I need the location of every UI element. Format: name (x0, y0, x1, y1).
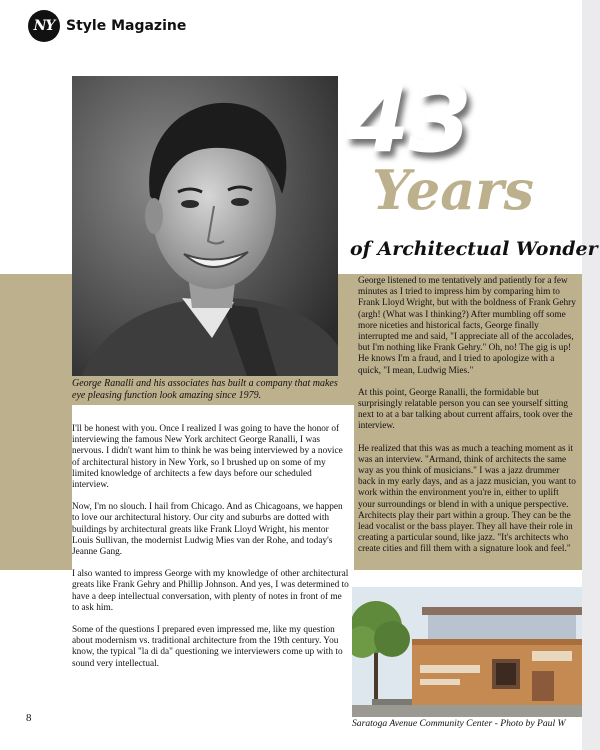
portrait-illustration (72, 76, 338, 376)
photo-caption: George Ranalli and his associates has built a company that makes eye pleasing function look amazing since 1979. (72, 378, 338, 401)
paragraph: Some of the questions I prepared even impressed me, like my question about modernism vs. traditional architecture from the 19th century. You know, the typical "la di da" questioning we interviewers come up with to sound very intellectual. (72, 625, 343, 669)
paragraph: George listened to me tentatively and patiently for a few minutes as I tried to impress him by comparing him to Frank Lloyd Wright, but with the boldness of Frank Gehry (argh! (What was I thinking?) After mumbling off some more niceties and historical facts, George finally interrupted me and said, "I appreciate all of the accolades, but I'm nothing like Frank Gehry." Oh, no! The gig is up! He knows I'm a fraud, and I tried to apologize with a quick, "I mean, Ludwig Mies." (358, 276, 576, 376)
paragraph: Now, I'm no slouch. I hail from Chicago. And as Chicagoans, we happen to love our architectural history. Our city and suburbs are dotted with buildings by architectural greats like Frank Lloyd Wright, his mentor Louis Sullivan, the modernist Ludwig Mies van der Rohe, and today's Jeanne Gang. (72, 502, 343, 558)
portrait-photo (72, 76, 338, 376)
headline-subtitle: of Architectual Wonder (350, 238, 598, 260)
building-caption: Saratoga Avenue Community Center - Photo by Paul W (352, 718, 566, 729)
paragraph: I also wanted to impress George with my knowledge of other architectural greats like Frank Gehry and Phillip Johnson. And yes, I was determined to have a deep intellectual conversation, with plenty of notes in front of me to ask him. (72, 569, 349, 613)
page-number: 8 (26, 712, 32, 724)
building-photo (352, 587, 582, 717)
headline-years: Years (372, 158, 535, 222)
right-column (358, 276, 576, 567)
building-illustration (352, 587, 582, 717)
magazine-logo (28, 10, 186, 42)
page-gutter (582, 0, 600, 750)
ny-logo-icon: NY (28, 10, 60, 42)
headline-number: 43 (346, 66, 471, 173)
magazine-name: Style Magazine (66, 18, 187, 34)
left-column (72, 424, 350, 681)
paragraph: At this point, George Ranalli, the formidable but surprisingly relatable person you can see yourself sitting next to at a bar talking about current affairs, took over the interview. (358, 387, 573, 432)
paragraph: I'll be honest with you. Once I realized I was going to have the honor of interviewing the famous New York architect George Ranalli, I was nervous. I didn't want him to think he was being interviewed by a novice of architectural history in New York, so I brushed up on some of my limited knowledge of architects a few days before our scheduled interview. (72, 424, 343, 491)
paragraph: He realized that this was as much a teaching moment as it was an interview. "Armand, think of architects the same way as you think of musicians." I was a jazz drummer back in my early days, and as a jazz musician, you want to work within the environment you're in, either to uplift your surroundings or blend in with a unique perspective. Architects play their part within a group. They can be the lead vocalist or the bass player. They all have their role in creating a particular sound, like jazz. "It's architects who create cities and fill them with a signature look and feel." (358, 443, 576, 555)
